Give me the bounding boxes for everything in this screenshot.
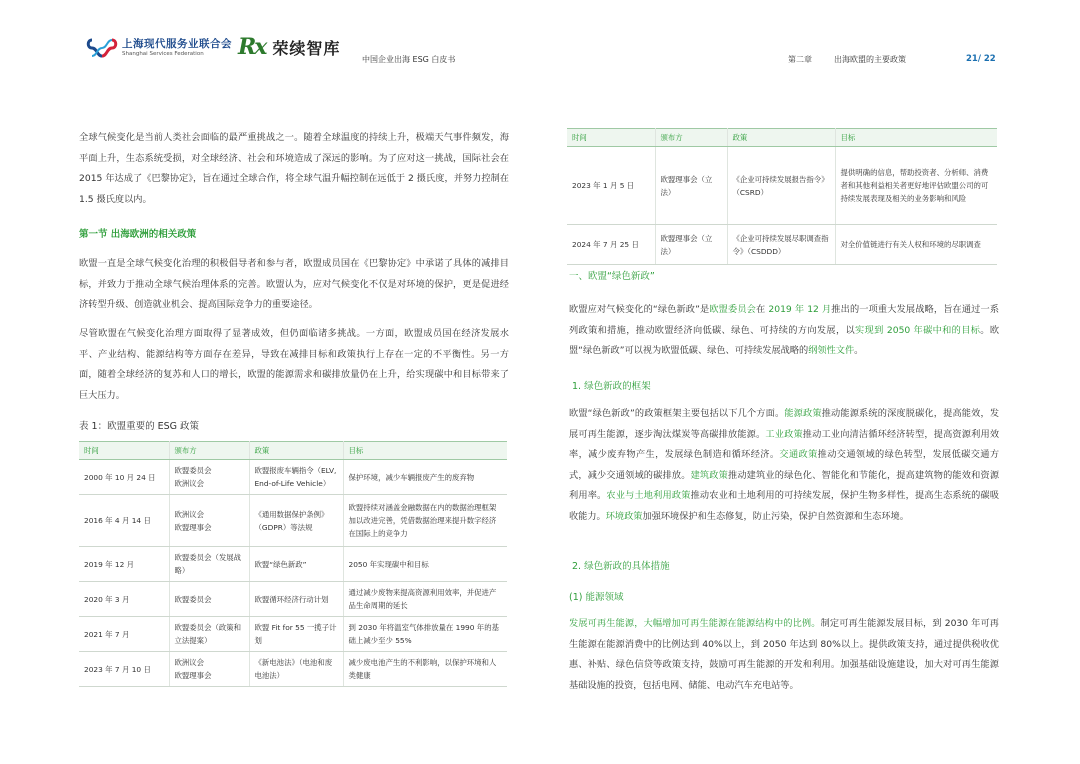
table-header-cell: 时间 [567,129,655,147]
heading-green-deal: 一、欧盟“绿色新政” [569,271,655,282]
section-heading: 第一节 出海欧洲的相关政策 [79,229,197,240]
rx-logo-mark: Rx [238,34,266,60]
table-cell: 欧洲议会 欧盟理事会 [169,495,249,547]
table-cell: 欧盟报废车辆指令（ELV, End-of-Life Vehicle） [249,460,343,495]
table-cell: 保护环境，减少车辆报废产生的废弃物 [343,460,507,495]
table-header-cell: 目标 [343,442,507,460]
paragraph-eu-role: 欧盟一直是全球气候变化治理的积极倡导者和参与者，欧盟成员国在《巴黎协定》中承诺了具体的减排目标，并致力于推动全球气候治理体系的完善。欧盟认为，应对气候变化不仅是对环境的保护，更是促进经济转型升级、创造就业机会、提高国际竞争力的重要途径。 [79,258,509,310]
table-cell: 《新电池法》（电池和废电池法） [249,652,343,687]
ssf-name-cn: 上海现代服务业联合会 [122,38,232,50]
table-header-cell: 政策 [727,129,835,147]
esg-policy-table-continued [567,128,997,265]
table-header-cell: 颁布方 [169,442,249,460]
table-row [79,582,507,617]
table-cell: 对全价值链进行有关人权和环境的尽职调查 [835,225,997,265]
esg-policy-table [79,441,507,687]
table-cell: 2000 年 10 月 24 日 [79,460,169,495]
table-cell: 2021 年 7 月 [79,617,169,652]
paragraph-green-deal-intro: 欧盟应对气候变化的“绿色新政”是欧盟委员会在 2019 年 12 月推出的一项重大发展战略，旨在通过一系列政策和措施，推动欧盟经济向低碳、绿色、可持续的方向发展，以实现到 2050 年碳中和的目标。欧盟“绿色新政”可以视为欧盟低碳、绿色、可持续发展战略的纲领性文件。 [569,304,1000,356]
ssf-logo [86,36,232,60]
heading-energy: (1) 能源领域 [569,592,624,603]
table-row [79,617,507,652]
table-cell: 欧盟理事会（立法） [655,225,727,265]
ssf-name-en: Shanghai Services Federation [122,50,204,57]
rx-logo [238,34,340,60]
table-cell: 欧盟 Fit for 55 一揽子计划 [249,617,343,652]
table-row [79,547,507,582]
table-header-cell: 颁布方 [655,129,727,147]
ssf-logo-icon [86,36,118,60]
section-label: 出海欧盟的主要政策 [834,55,906,64]
table-cell: 欧盟委员会 [169,582,249,617]
table-cell: 通过减少废物来提高资源利用效率，并促进产品生命周期的延长 [343,582,507,617]
chapter-label: 第二章 [788,55,812,64]
table-cell: 欧盟持续对涵盖金融数据在内的数据治理框架加以改进完善，凭借数据治理来提升数字经济在国际上的竞争力 [343,495,507,547]
table-row [567,225,997,265]
table-cell: 欧盟“绿色新政” [249,547,343,582]
table-cell: 欧盟委员会（发展战略） [169,547,249,582]
table-cell: 欧盟理事会（立法） [655,147,727,225]
table-cell: 2020 年 3 月 [79,582,169,617]
table-cell: 2024 年 7 月 25 日 [567,225,655,265]
table-header-cell: 时间 [79,442,169,460]
table-cell: 《企业可持续发展尽职调查指令》（CSDDD） [727,225,835,265]
table-caption: 表 1：欧盟重要的 ESG 政策 [79,421,199,432]
table-cell: 欧洲议会 欧盟理事会 [169,652,249,687]
document-title: 中国企业出海 ESG 白皮书 [362,55,456,64]
table-cell: 《企业可持续发展报告指令》（CSRD） [727,147,835,225]
table-cell: 欧盟循环经济行动计划 [249,582,343,617]
paragraph-eu-challenges: 尽管欧盟在气候变化治理方面取得了显著成效，但仍面临诸多挑战。一方面，欧盟成员国在经济发展水平、产业结构、能源结构等方面存在差异，导致在减排目标和政策执行上存在一定的不平衡性。另一方面，随着全球经济的复苏和人口的增长，欧盟的能源需求和碳排放量仍在上升，给实现碳中和目标带来了巨大压力。 [79,328,509,401]
page-number: 21/ 22 [966,54,996,64]
table-cell: 2019 年 12 月 [79,547,169,582]
table-cell: 《通用数据保护条例》（GDPR）等法规 [249,495,343,547]
table-cell: 欧盟委员会 欧洲议会 [169,460,249,495]
paragraph-energy: 发展可再生能源，大幅增加可再生能源在能源结构中的比例。制定可再生能源发展目标，到 2030 年可再生能源在能源消费中的比例达到 40%以上，到 2050 年达到 80%以上。提供政策支持，通过提供税收优惠、补贴、绿色信贷等政策支持，鼓励可再生能源的开发和利用。加强基础设施建设，加大对可再生能源基础设施的投资，包括电网、储能、电动汽车充电站等。 [569,618,999,691]
table-row [567,147,997,225]
table-cell: 2050 年实现碳中和目标 [343,547,507,582]
table-header-cell: 目标 [835,129,997,147]
rx-logo-name: 荣续智库 [272,38,341,58]
table-cell: 减少废电池产生的不利影响，以保护环境和人类健康 [343,652,507,687]
paragraph-framework: 欧盟“绿色新政”的政策框架主要包括以下几个方面。能源政策推动能源系统的深度脱碳化，提高能效，发展可再生能源，逐步淘汰煤炭等高碳排放能源。工业政策推动工业向清洁循环经济转型，提高资源利用效率，减少废弃物产生，发展绿色制造和循环经济。交通政策推动交通领域的绿色转型，发展低碳交通方式，减少交通领域的碳排放。建筑政策推动建筑业的绿色化、智能化和节能化，提高建筑物的能效和资源利用率。农业与土地利用政策推动农业和土地利用的可持续发展，保护生物多样性，提高生态系统的碳吸收能力。环境政策加强环境保护和生态修复，防止污染，保护自然资源和生态环境。 [569,408,1000,522]
table-header-cell: 政策 [249,442,343,460]
table-row [79,460,507,495]
heading-measures: 2. 绿色新政的具体措施 [572,561,670,572]
table-cell: 提供明确的信息，帮助投资者、分析师、消费者和其他利益相关者更好地评估欧盟公司的可持续发展表现及相关的业务影响和风险 [835,147,997,225]
table-cell: 2023 年 7 月 10 日 [79,652,169,687]
table-cell: 2016 年 4 月 14 日 [79,495,169,547]
table-cell: 到 2030 年将温室气体排放量在 1990 年的基础上减少至少 55% [343,617,507,652]
intro-paragraph: 全球气候变化是当前人类社会面临的最严重挑战之一。随着全球温度的持续上升，极端天气事件频发，海平面上升，生态系统受损，对全球经济、社会和环境造成了深远的影响。为了应对这一挑战，国际社会在 2015 年达成了《巴黎协定》，旨在通过全球合作，将全球气温升幅控制在远低于 2 摄氏度，并努力控制在 1.5 摄氏度以内。 [79,132,509,205]
table-cell: 2023 年 1 月 5 日 [567,147,655,225]
table-row [79,495,507,547]
table-cell: 欧盟委员会（政策和立法提案） [169,617,249,652]
table-row [79,652,507,687]
heading-framework: 1. 绿色新政的框架 [572,381,651,392]
